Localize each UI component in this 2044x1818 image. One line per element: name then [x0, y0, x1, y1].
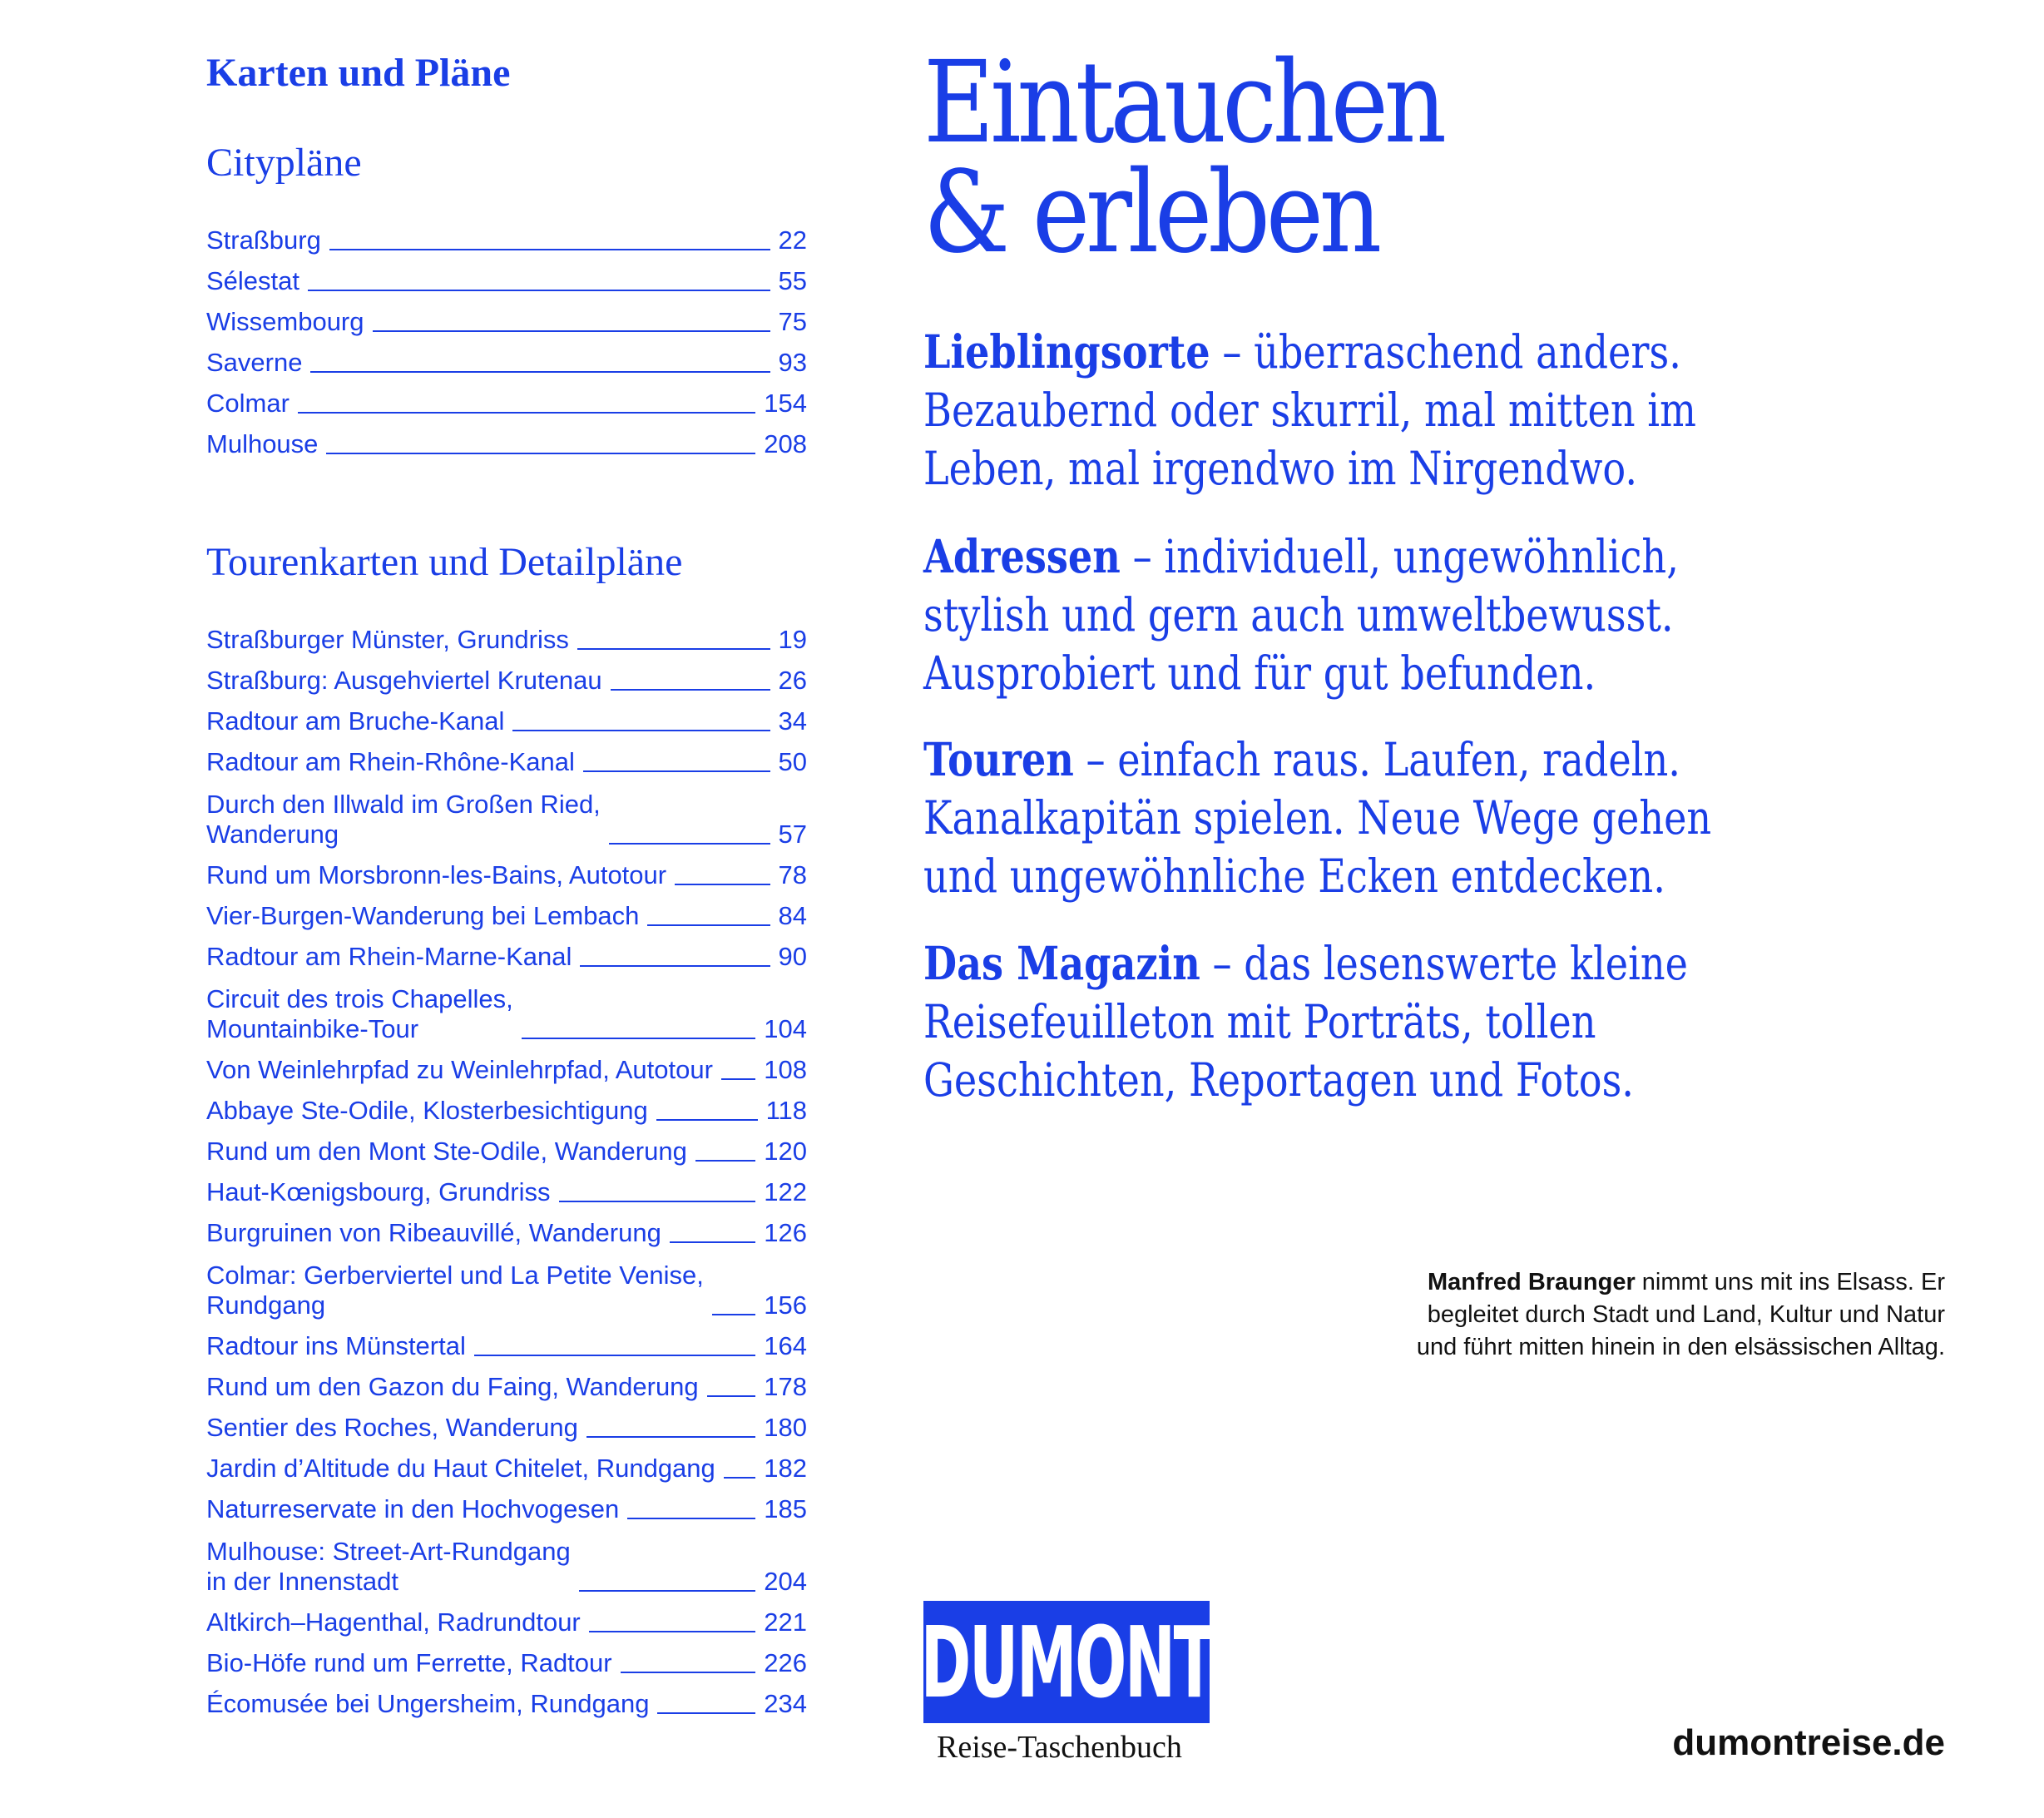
leader-line	[627, 1518, 755, 1519]
map-index-entry[interactable]	[206, 296, 807, 337]
entry-label: Burgruinen von Ribeauvillé, Wanderung	[206, 1218, 661, 1247]
feature-text: – individuell, ungewöhnlich, stylish und gern auch umweltbewusst. Ausprobiert und für gut befunden.	[923, 530, 1679, 700]
entry-page-number: 120	[764, 1137, 807, 1166]
map-index-entry[interactable]	[206, 850, 807, 890]
entry-page-number: 156	[764, 1290, 807, 1320]
author-name: Manfred Braunger	[1427, 1269, 1636, 1295]
map-index-entry[interactable]	[206, 1044, 807, 1085]
leader-line	[310, 371, 770, 373]
entry-page-number: 90	[778, 942, 807, 971]
map-index-entry[interactable]	[206, 1207, 807, 1248]
entry-page-number: 180	[764, 1413, 807, 1442]
feature-text: – das lesenswerte kleine Reisefeuilleton mit Porträts, tollen Geschichten, Reportagen und Fotos.	[923, 937, 1688, 1107]
leader-line	[580, 965, 770, 967]
feature-term: Adressen	[923, 529, 1121, 583]
author-blurb	[1414, 1266, 1945, 1364]
leader-line	[656, 1119, 758, 1121]
entry-label: Straßburg	[206, 225, 321, 255]
entry-page-number: 50	[778, 747, 807, 776]
entry-label: Altkirch–Hagenthal, Radrundtour	[206, 1607, 581, 1637]
map-index-entry[interactable]	[206, 736, 807, 777]
series-name: Reise-Taschenbuch	[937, 1730, 1182, 1765]
dumont-logo	[920, 1601, 1213, 1723]
entry-page-number: 34	[778, 706, 807, 736]
map-index-entry[interactable]	[206, 1361, 807, 1402]
entry-page-number: 84	[778, 901, 807, 930]
entry-page-number: 164	[764, 1331, 807, 1360]
entry-label: Radtour ins Münstertal	[206, 1331, 466, 1360]
leader-line	[298, 412, 755, 414]
leader-line	[657, 1712, 755, 1714]
map-index-entry[interactable]	[206, 419, 807, 459]
entry-label: Radtour am Rhein-Rhône-Kanal	[206, 747, 575, 776]
leader-line	[589, 1631, 756, 1632]
entry-page-number: 104	[764, 1014, 807, 1043]
entry-label: Von Weinlehrpfad zu Weinlehrpfad, Autotour	[206, 1055, 713, 1084]
entry-page-number: 178	[764, 1372, 807, 1401]
logo-wordmark: DUMONT	[920, 1604, 1213, 1720]
entry-page-number: 122	[764, 1177, 807, 1206]
map-index-entry[interactable]	[206, 1402, 807, 1443]
leader-line	[707, 1395, 756, 1397]
map-index-entry[interactable]	[206, 215, 807, 255]
entry-page-number: 226	[764, 1648, 807, 1677]
map-index-entry[interactable]	[206, 655, 807, 696]
entry-label: Radtour am Bruche-Kanal	[206, 706, 505, 736]
entry-page-number: 108	[764, 1055, 807, 1084]
leader-line	[621, 1672, 756, 1673]
leader-line	[647, 924, 770, 926]
entry-label: Jardin d’Altitude du Haut Chitelet, Rundgang	[206, 1454, 715, 1483]
entry-label: Saverne	[206, 348, 303, 377]
tour-maps-heading: Tourenkarten und Detailpläne	[206, 540, 683, 584]
entry-page-number: 75	[778, 307, 807, 336]
leader-line	[611, 689, 770, 691]
leader-line	[721, 1078, 755, 1080]
city-maps-heading: Citypläne	[206, 141, 362, 185]
leader-line	[326, 453, 755, 454]
entry-label: Durch den Illwald im Großen Ried, Wanderung	[206, 790, 601, 849]
entry-label: Vier-Burgen-Wanderung bei Lembach	[206, 901, 640, 930]
website-url[interactable]: dumontreise.de	[1672, 1722, 1945, 1763]
headline	[923, 37, 1443, 279]
entry-label: Naturreservate in den Hochvogesen	[206, 1494, 620, 1523]
entry-label: Abbaye Ste-Odile, Klosterbesichtigung	[206, 1096, 648, 1125]
entry-page-number: 19	[778, 625, 807, 654]
map-index-entry[interactable]	[206, 1085, 807, 1126]
entry-label: Mulhouse: Street-Art-Rundgang in der Innenstadt	[206, 1537, 571, 1596]
tour-maps-list	[206, 614, 807, 1719]
leader-line	[675, 884, 770, 885]
map-index-entry[interactable]	[206, 1248, 807, 1320]
entry-label: Sélestat	[206, 266, 300, 295]
leader-line	[712, 1314, 755, 1315]
entry-label: Sentier des Roches, Wanderung	[206, 1413, 578, 1442]
entry-page-number: 22	[778, 225, 807, 255]
map-index-entry[interactable]	[206, 1167, 807, 1207]
entry-page-number: 118	[765, 1096, 807, 1125]
leader-line	[373, 330, 770, 332]
leader-line	[308, 290, 770, 291]
entry-page-number: 221	[764, 1607, 807, 1637]
map-index-entry[interactable]	[206, 696, 807, 736]
author-text: nimmt uns mit ins Elsass. Er begleitet durch Stadt und Land, Kultur und Natur und führt mitten hinein in den elsässischen Alltag.	[1416, 1269, 1945, 1360]
leader-line	[559, 1201, 756, 1202]
leader-line	[577, 648, 770, 650]
entry-label: Circuit des trois Chapelles, Mountainbike-Tour	[206, 984, 513, 1043]
map-index-entry[interactable]	[206, 1597, 807, 1637]
leader-line	[583, 770, 770, 772]
map-index-entry[interactable]	[206, 337, 807, 378]
entry-label: Straßburg: Ausgehviertel Krutenau	[206, 666, 602, 695]
entry-label: Colmar	[206, 389, 290, 418]
entry-label: Straßburger Münster, Grundriss	[206, 625, 569, 654]
entry-page-number: 93	[778, 348, 807, 377]
feature-touren	[923, 731, 1727, 905]
entry-label: Mulhouse	[206, 429, 319, 458]
map-index-entry[interactable]	[206, 972, 807, 1044]
feature-term: Das Magazin	[923, 936, 1200, 990]
leader-line	[695, 1160, 755, 1162]
city-maps-list	[206, 215, 807, 459]
feature-lieblingsorte	[923, 323, 1727, 498]
map-index-entry[interactable]	[206, 1678, 807, 1719]
map-index-entry[interactable]	[206, 1126, 807, 1167]
entry-page-number: 26	[778, 666, 807, 695]
map-index-entry[interactable]	[206, 1320, 807, 1361]
entry-label: Rund um den Gazon du Faing, Wanderung	[206, 1372, 699, 1401]
entry-page-number: 126	[764, 1218, 807, 1247]
entry-label: Colmar: Gerberviertel und La Petite Venise, Rundgang	[206, 1261, 704, 1320]
headline-line-1: Eintauchen	[923, 37, 1443, 169]
map-index-entry[interactable]	[206, 890, 807, 931]
map-index-entry[interactable]	[206, 1484, 807, 1524]
leader-line	[724, 1477, 755, 1479]
entry-label: Écomusée bei Ungersheim, Rundgang	[206, 1689, 650, 1718]
feature-text: – überraschend anders. Bezaubernd oder skurril, mal mitten im Leben, mal irgendwo im Nirgendwo.	[923, 325, 1696, 495]
entry-page-number: 154	[764, 389, 807, 418]
leader-line	[522, 1038, 756, 1039]
leader-line	[609, 843, 770, 845]
feature-text: – einfach raus. Laufen, radeln. Kanalkapitän spielen. Neue Wege gehen und ungewöhnliche Ecken entdecken.	[923, 733, 1712, 903]
headline-line-2: & erleben	[923, 147, 1378, 279]
entry-page-number: 78	[778, 860, 807, 889]
entry-label: Haut-Kœnigsbourg, Grundriss	[206, 1177, 551, 1206]
leader-line	[670, 1241, 755, 1243]
feature-magazin	[923, 934, 1727, 1109]
map-index-entry[interactable]	[206, 255, 807, 296]
leader-line	[512, 730, 770, 731]
entry-page-number: 185	[764, 1494, 807, 1523]
map-index-entry[interactable]	[206, 931, 807, 972]
map-index-entry[interactable]	[206, 378, 807, 419]
map-index-entry[interactable]	[206, 777, 807, 850]
entry-page-number: 55	[778, 266, 807, 295]
map-index-entry[interactable]	[206, 1524, 807, 1597]
entry-page-number: 208	[764, 429, 807, 458]
entry-label: Rund um Morsbronn-les-Bains, Autotour	[206, 860, 667, 889]
entry-label: Rund um den Mont Ste-Odile, Wanderung	[206, 1137, 687, 1166]
entry-page-number: 234	[764, 1689, 807, 1718]
leader-line	[579, 1590, 756, 1592]
map-index-entry[interactable]	[206, 1443, 807, 1484]
entry-label: Wissembourg	[206, 307, 364, 336]
leader-line	[329, 249, 770, 250]
entry-label: Radtour am Rhein-Marne-Kanal	[206, 942, 572, 971]
entry-page-number: 204	[764, 1567, 807, 1596]
feature-term: Lieblingsorte	[923, 324, 1210, 379]
maps-section-title: Karten und Pläne	[206, 51, 511, 95]
leader-line	[586, 1436, 755, 1438]
feature-term: Touren	[923, 732, 1074, 786]
entry-label: Bio-Höfe rund um Ferrette, Radtour	[206, 1648, 612, 1677]
feature-adressen	[923, 528, 1727, 702]
entry-page-number: 57	[778, 820, 807, 849]
entry-page-number: 182	[764, 1454, 807, 1483]
map-index-entry[interactable]	[206, 614, 807, 655]
leader-line	[474, 1355, 755, 1356]
map-index-entry[interactable]	[206, 1637, 807, 1678]
